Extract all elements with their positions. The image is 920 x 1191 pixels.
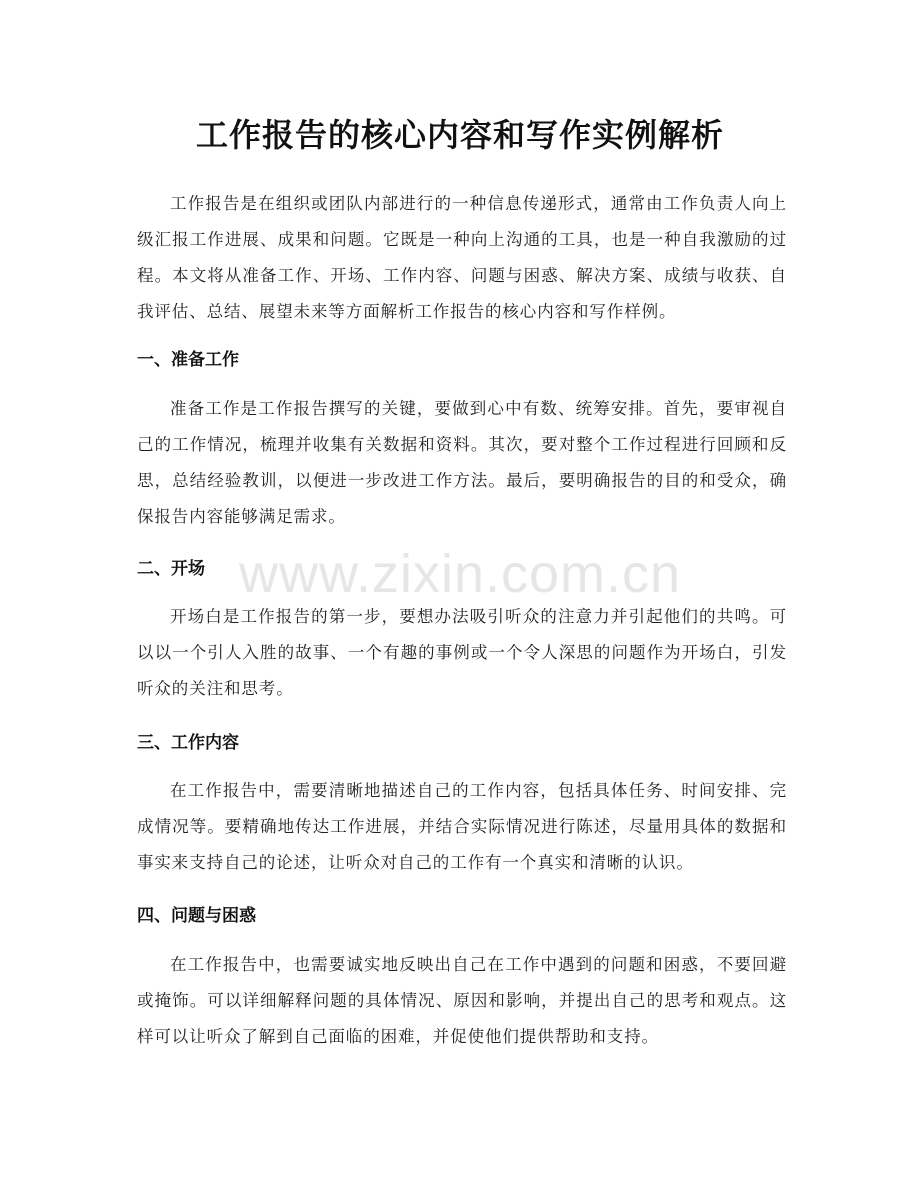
document-title: 工作报告的核心内容和写作实例解析: [195, 116, 724, 154]
section-body-opening: 开场白是工作报告的第一步，要想办法吸引听众的注意力并引起他们的共鸣。可以以一个引人入胜的故事、一个有趣的事例或一个令人深思的问题作为开场白，引发听众的关注和思考。: [137, 607, 787, 698]
watermark: www.zixin.com.cn: [238, 544, 682, 604]
section-heading-preparation: 一、准备工作: [137, 350, 239, 370]
section-heading-work-content: 三、工作内容: [137, 733, 239, 753]
section-heading-problems: 四、问题与困惑: [137, 906, 256, 926]
section-heading-opening: 二、开场: [137, 559, 205, 579]
section-body-preparation: 准备工作是工作报告撰写的关键，要做到心中有数、统筹安排。首先，要审视自己的工作情况，梳理并收集有关数据和资料。其次，要对整个工作过程进行回顾和反思，总结经验教训，以便进一步改进工作方法。最后，要明确报告的目的和受众，确保报告内容能够满足需求。: [137, 399, 787, 526]
section-body-work-content: 在工作报告中，需要清晰地描述自己的工作内容，包括具体任务、时间安排、完成情况等。要精确地传达工作进展，并结合实际情况进行陈述，尽量用具体的数据和事实来支持自己的论述，让听众对自己的工作有一个真实和清晰的认识。: [137, 781, 787, 872]
intro-paragraph: 工作报告是在组织或团队内部进行的一种信息传递形式，通常由工作负责人向上级汇报工作进展、成果和问题。它既是一种向上沟通的工具，也是一种自我激励的过程。本文将从准备工作、开场、工作内容、问题与困惑、解决方案、成绩与收获、自我评估、总结、展望未来等方面解析工作报告的核心内容和写作样例。: [137, 194, 787, 321]
section-body-problems: 在工作报告中，也需要诚实地反映出自己在工作中遇到的问题和困惑，不要回避或掩饰。可以详细解释问题的具体情况、原因和影响，并提出自己的思考和观点。这样可以让听众了解到自己面临的困难，并促使他们提供帮助和支持。: [137, 955, 787, 1046]
